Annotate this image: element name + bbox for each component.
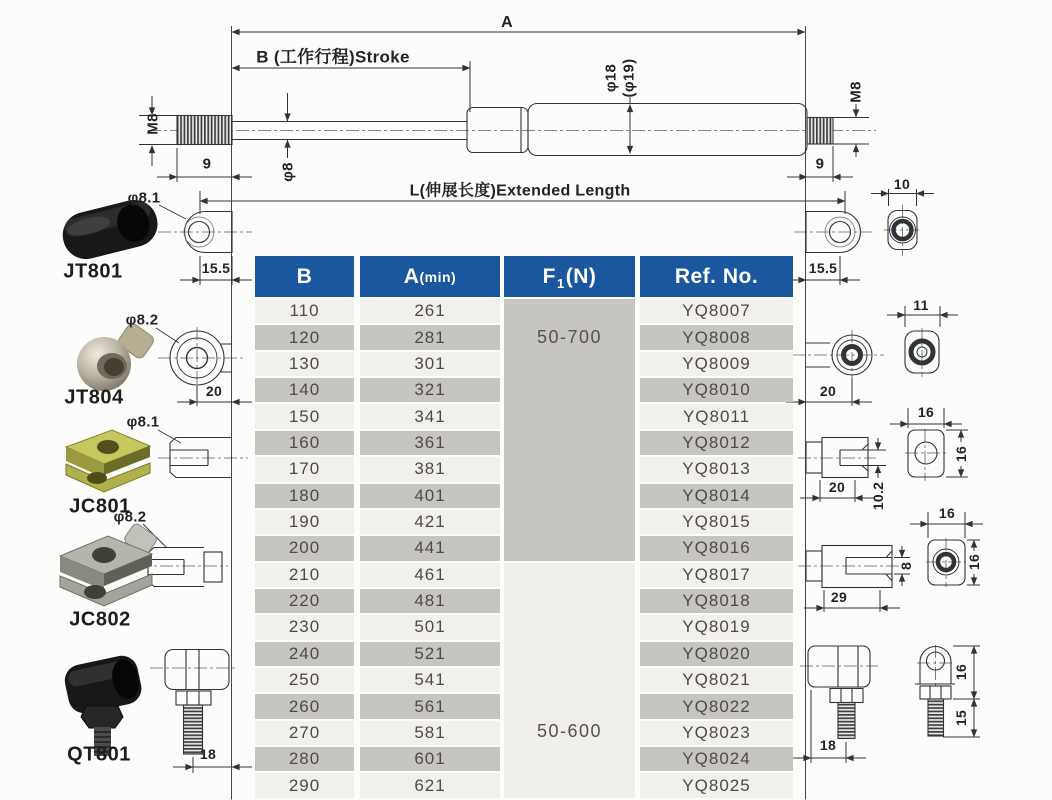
table-cell: YQ8024 — [640, 747, 793, 771]
table-cell: 170 — [255, 457, 354, 481]
table-cell: 120 — [255, 325, 354, 349]
col-header-ref: Ref. No. — [640, 256, 793, 297]
table-row — [255, 510, 793, 536]
jt804-photo — [77, 322, 156, 391]
table-cell: 260 — [255, 694, 354, 718]
jc801-face-h-label: 16 — [953, 445, 969, 463]
jt801-hole-dia-label: φ8.1 — [127, 189, 161, 207]
thread-len-left-label: 9 — [202, 155, 212, 173]
tube-dia2-label: (φ19) — [620, 58, 638, 98]
table-cell: 301 — [360, 352, 500, 376]
force-range-value: 50-600 — [536, 720, 603, 741]
table-cell: YQ8018 — [640, 589, 793, 613]
part-label-jt801: JT801 — [63, 260, 123, 283]
qt801-offset-left-label: 18 — [199, 746, 217, 762]
col-header-amin — [360, 256, 500, 297]
jc801-hole-dia-label: φ8.1 — [126, 413, 160, 431]
table-row — [255, 404, 793, 430]
table-cell: 461 — [360, 563, 500, 587]
table-cell: YQ8022 — [640, 694, 793, 718]
table-cell: 150 — [255, 404, 354, 428]
dim-b-stroke-label: B (工作行程)Stroke — [256, 47, 410, 67]
table-cell: YQ8010 — [640, 378, 793, 402]
col-header-f-unit: (N) — [565, 264, 597, 288]
table-cell: YQ8013 — [640, 457, 793, 481]
table-cell: YQ8009 — [640, 352, 793, 376]
thread-m8-right-label: M8 — [847, 81, 865, 103]
table-row — [255, 721, 793, 747]
table-row — [255, 325, 793, 351]
table-cell: 601 — [360, 747, 500, 771]
table-cell: 270 — [255, 721, 354, 745]
table-cell: YQ8025 — [640, 773, 793, 797]
table-cell: YQ8016 — [640, 536, 793, 560]
table-cell: YQ8007 — [640, 299, 793, 323]
table-cell: 621 — [360, 773, 500, 797]
table-row — [255, 378, 793, 404]
table-row — [255, 589, 793, 615]
jc801-slot-h-label: 10.2 — [870, 481, 886, 511]
table-cell: 541 — [360, 668, 500, 692]
table-cell: 521 — [360, 642, 500, 666]
table-cell: YQ8021 — [640, 668, 793, 692]
col-header-f-subscript: 1 — [556, 276, 565, 291]
table-cell: 280 — [255, 747, 354, 771]
table-cell: 441 — [360, 536, 500, 560]
table-row — [255, 536, 793, 562]
eyelet-drawings — [184, 211, 917, 253]
table-cell: YQ8012 — [640, 431, 793, 455]
table-row — [255, 615, 793, 641]
table-cell — [504, 747, 635, 771]
dim-l-extended-label: L(伸展长度)Extended Length — [409, 182, 631, 200]
col-header-f1n — [504, 256, 635, 297]
eye-depth-left-label: 15.5 — [201, 260, 231, 276]
table-cell: 321 — [360, 378, 500, 402]
table-cell: 581 — [360, 721, 500, 745]
table-cell: 220 — [255, 589, 354, 613]
table-cell: YQ8023 — [640, 721, 793, 745]
table-cell: 501 — [360, 615, 500, 639]
table-cell: 381 — [360, 457, 500, 481]
jc802-face-h-label: 16 — [966, 553, 982, 571]
jt804-hole-dia-label: φ8.2 — [125, 311, 159, 329]
table-cell — [504, 352, 635, 376]
table-cell: 290 — [255, 773, 354, 797]
qt801-photo — [62, 653, 145, 756]
table-cell — [504, 642, 635, 666]
part-label-jc801: JC801 — [69, 495, 131, 518]
table-cell: YQ8019 — [640, 615, 793, 639]
table-row — [255, 747, 793, 773]
jt804-width-label: 11 — [913, 297, 929, 313]
table-cell: 110 — [255, 299, 354, 323]
table-cell: YQ8011 — [640, 404, 793, 428]
table-cell: 341 — [360, 404, 500, 428]
table-cell — [504, 378, 635, 402]
table-cell: 481 — [360, 589, 500, 613]
spec-table — [255, 256, 793, 800]
table-cell: 361 — [360, 431, 500, 455]
table-cell — [504, 536, 635, 560]
table-row — [255, 352, 793, 378]
table-cell — [504, 457, 635, 481]
qt801-body-h-label: 16 — [953, 663, 969, 681]
table-cell — [504, 431, 635, 455]
table-cell: 200 — [255, 536, 354, 560]
table-cell: 140 — [255, 378, 354, 402]
col-header-f-main: F — [542, 264, 556, 288]
jc802-photo — [60, 522, 158, 606]
force-range-value: 50-700 — [536, 327, 603, 347]
jc802-face-w-label: 16 — [938, 505, 956, 521]
part-label-jt804: JT804 — [64, 386, 124, 409]
table-cell: 421 — [360, 510, 500, 534]
table-cell — [504, 615, 635, 639]
table-row — [255, 563, 793, 589]
qt801-offset-right-label: 18 — [819, 737, 837, 753]
table-cell — [504, 484, 635, 508]
jc801-fork-len-label: 20 — [828, 479, 846, 495]
table-row — [255, 484, 793, 510]
table-cell: 180 — [255, 484, 354, 508]
thread-m8-left-label: M8 — [144, 113, 162, 135]
table-cell: YQ8008 — [640, 325, 793, 349]
table-row — [255, 431, 793, 457]
jc801-face-w-label: 16 — [917, 404, 935, 420]
table-row — [255, 299, 793, 325]
table-cell: 261 — [360, 299, 500, 323]
qt801-thread-len-label: 15 — [953, 709, 969, 727]
part-label-qt801: QT801 — [67, 743, 131, 766]
table-cell: 281 — [360, 325, 500, 349]
jc802-fork-len-label: 29 — [830, 589, 848, 605]
table-row — [255, 694, 793, 720]
table-cell — [504, 668, 635, 692]
thread-len-right-label: 9 — [815, 155, 825, 173]
col-header-amin-main: A — [403, 264, 420, 288]
dim-a-label: A — [501, 14, 513, 31]
table-cell — [504, 589, 635, 613]
table-body — [255, 299, 793, 800]
jc802-hole-dia-label: φ8.2 — [113, 508, 147, 526]
jc801-photo — [66, 430, 150, 492]
table-row — [255, 457, 793, 483]
table-cell — [504, 510, 635, 534]
table-row — [255, 668, 793, 694]
table-header-row — [255, 256, 793, 297]
tube-dia-label: φ18 — [602, 63, 620, 93]
table-cell: YQ8020 — [640, 642, 793, 666]
rod-dia-label: φ8 — [279, 162, 297, 182]
table-cell: 250 — [255, 668, 354, 692]
table-cell: 190 — [255, 510, 354, 534]
table-cell — [504, 299, 635, 323]
jt804-depth-right-label: 20 — [819, 383, 837, 399]
col-header-amin-sub: (min) — [419, 268, 457, 285]
table-cell: 130 — [255, 352, 354, 376]
table-cell: 210 — [255, 563, 354, 587]
gas-spring-drawing — [177, 104, 833, 156]
table-cell — [504, 721, 635, 745]
table-cell — [504, 404, 635, 428]
table-cell — [504, 773, 635, 797]
table-row — [255, 773, 793, 799]
table-cell: YQ8015 — [640, 510, 793, 534]
table-row — [255, 642, 793, 668]
part-label-jc802: JC802 — [69, 608, 131, 631]
table-cell: 230 — [255, 615, 354, 639]
jc802-slot-w-label: 8 — [898, 561, 914, 571]
table-cell — [504, 325, 635, 349]
eye-depth-right-label: 15.5 — [808, 260, 838, 276]
col-header-b: B — [255, 256, 354, 297]
jt804-depth-left-label: 20 — [205, 383, 223, 399]
table-cell: YQ8014 — [640, 484, 793, 508]
table-cell — [504, 694, 635, 718]
table-cell: 561 — [360, 694, 500, 718]
table-cell: 240 — [255, 642, 354, 666]
table-cell — [504, 563, 635, 587]
table-cell: YQ8017 — [640, 563, 793, 587]
table-cell: 160 — [255, 431, 354, 455]
table-cell: 401 — [360, 484, 500, 508]
eye-width-label: 10 — [893, 176, 911, 192]
